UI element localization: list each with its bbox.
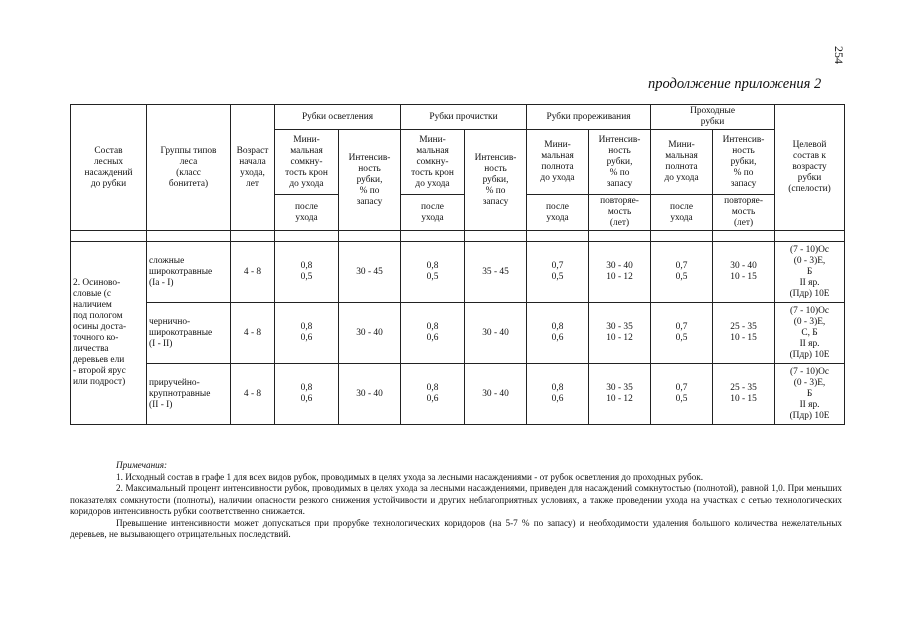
pass-intensity-cell: 25 - 35 10 - 15 [713, 364, 775, 425]
pass-intensity-cell: 30 - 40 10 - 15 [713, 242, 775, 303]
thin-density-cell: 0,8 0,6 [527, 303, 589, 364]
clean-intensity-cell: 35 - 45 [465, 242, 527, 303]
header-clean-min-closure: Мини- мальная сомкну- тость крон до ухода [401, 130, 465, 195]
thin-density-cell: 0,8 0,6 [527, 364, 589, 425]
header-pass-repeat: повторяе- мость (лет) [713, 195, 775, 231]
header-clean-intensity: Интенсив- ность рубки, % по запасу [465, 130, 527, 231]
clean-intensity-cell: 30 - 40 [465, 303, 527, 364]
forest-type-cell: чернично- широкотравные (I - II) [147, 303, 231, 364]
clean-closure-cell: 0,8 0,5 [401, 242, 465, 303]
table-row [71, 303, 845, 364]
clean-closure-cell: 0,8 0,6 [401, 303, 465, 364]
header-target: Целевой состав к возрасту рубки (спелости) [775, 105, 845, 231]
header-light-intensity: Интенсив- ность рубки, % по запасу [339, 130, 401, 231]
note-paragraph: Превышение интенсивности может допускаться при прорубке технологических коридоров (на 5-7 % по запасу) и необходимости удаления большого количества нежелательных деревьев, не вызывающего отрицательных последствий. [70, 517, 842, 539]
pass-intensity-cell: 25 - 35 10 - 15 [713, 303, 775, 364]
notes-section [70, 460, 842, 541]
pass-density-cell: 0,7 0,5 [651, 242, 713, 303]
separator-row [71, 231, 845, 242]
header-forest-groups: Группы типов леса (класс бонитета) [147, 105, 231, 231]
pass-density-cell: 0,7 0,5 [651, 364, 713, 425]
thin-intensity-cell: 30 - 40 10 - 12 [589, 242, 651, 303]
table-row [71, 242, 845, 303]
continuation-caption: продолжение приложения 2 [648, 76, 822, 92]
header-row-1 [71, 105, 845, 130]
target-cell: (7 - 10)Ос (0 - 3)Е, Б II яр. (Пдр) 10Е [775, 242, 845, 303]
header-cleaning: Рубки прочистки [401, 105, 527, 130]
light-intensity-cell: 30 - 40 [339, 364, 401, 425]
thin-density-cell: 0,7 0,5 [527, 242, 589, 303]
header-thinning: Рубки прореживания [527, 105, 651, 130]
table-row [71, 364, 845, 425]
header-light-after: после ухода [275, 195, 339, 231]
thin-intensity-cell: 30 - 35 10 - 12 [589, 364, 651, 425]
page-number: 254 [832, 46, 846, 64]
header-pass-after: после ухода [651, 195, 713, 231]
header-lightening: Рубки осветления [275, 105, 401, 130]
header-thin-repeat: повторяе- мость (лет) [589, 195, 651, 231]
header-pass-intensity: Интенсив- ность рубки, % по запасу [713, 130, 775, 195]
forest-type-cell: приручейно- крупнотравные (II - I) [147, 364, 231, 425]
header-thin-intensity: Интенсив- ность рубки, % по запасу [589, 130, 651, 195]
header-thin-min-density: Мини- мальная полнота до ухода [527, 130, 589, 195]
note-paragraph: 2. Максимальный процент интенсивности рубок, проводимых в целях ухода за лесными насаждениями, приведен для насаждений сомкнутостью (полнотой), равной 1,0. При меньших показателях сомкнутости (полноты), наличии опасности резкого снижения устойчивости и других неблагоприятных условиях, а также проведении ухода на участках с сетью технологических коридоров интенсивность рубки соответственно снижается. [70, 483, 842, 516]
thin-intensity-cell: 30 - 35 10 - 12 [589, 303, 651, 364]
age-cell: 4 - 8 [231, 303, 275, 364]
light-closure-cell: 0,8 0,6 [275, 303, 339, 364]
light-closure-cell: 0,8 0,6 [275, 364, 339, 425]
header-passage: Проходные рубки [651, 105, 775, 130]
age-cell: 4 - 8 [231, 364, 275, 425]
light-intensity-cell: 30 - 40 [339, 303, 401, 364]
pass-density-cell: 0,7 0,5 [651, 303, 713, 364]
notes-title: Примечания: [116, 460, 168, 470]
note-paragraph: 1. Исходный состав в графе 1 для всех видов рубок, проводимых в целях ухода за лесными насаждениями - от рубок осветления до проходных рубок. [116, 471, 704, 482]
target-cell: (7 - 10)Ос (0 - 3)Е, С, Б II яр. (Пдр) 10Е [775, 303, 845, 364]
clean-intensity-cell: 30 - 40 [465, 364, 527, 425]
header-pass-min-density: Мини- мальная полнота до ухода [651, 130, 713, 195]
stand-group-cell: 2. Осиново- словые (с наличием под пологом осины доста- точного ко- личества деревьев ели - второй ярус или подрост) [71, 242, 147, 425]
target-cell: (7 - 10)Ос (0 - 3)Е, Б II яр. (Пдр) 10Е [775, 364, 845, 425]
header-light-min-closure: Мини- мальная сомкну- тость крон до ухода [275, 130, 339, 195]
light-closure-cell: 0,8 0,5 [275, 242, 339, 303]
header-thin-after: после ухода [527, 195, 589, 231]
age-cell: 4 - 8 [231, 242, 275, 303]
care-felling-table [70, 104, 845, 425]
light-intensity-cell: 30 - 45 [339, 242, 401, 303]
header-composition: Состав лесных насаждений до рубки [71, 105, 147, 231]
clean-closure-cell: 0,8 0,6 [401, 364, 465, 425]
header-clean-after: после ухода [401, 195, 465, 231]
forest-type-cell: сложные широкотравные (Ia - I) [147, 242, 231, 303]
header-age: Возраст начала ухода, лет [231, 105, 275, 231]
